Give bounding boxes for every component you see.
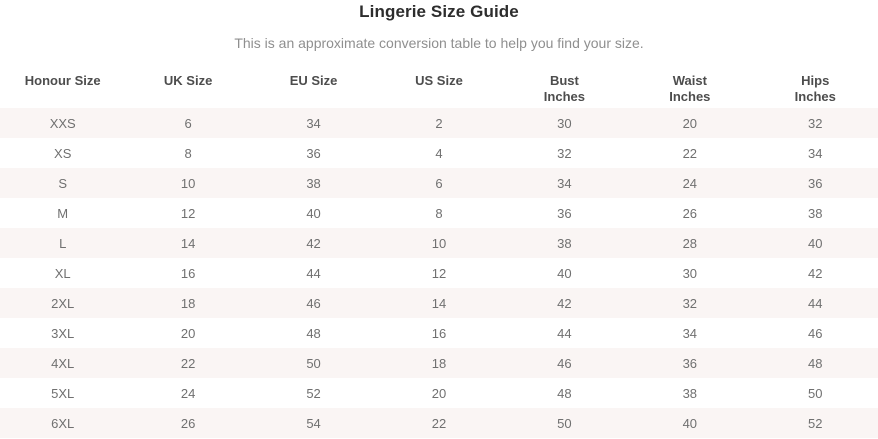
page-title: Lingerie Size Guide bbox=[359, 2, 519, 21]
table-cell: 34 bbox=[808, 145, 823, 161]
table-row-4xl bbox=[0, 348, 878, 378]
table-cell: 44 bbox=[306, 265, 321, 281]
column-header-eu-size bbox=[251, 73, 376, 108]
table-cell: 38 bbox=[306, 175, 321, 191]
table-row-xl bbox=[0, 258, 878, 288]
table-cell: 40 bbox=[306, 205, 321, 221]
table-cell: 36 bbox=[808, 175, 823, 191]
table-cell: 14 bbox=[180, 235, 196, 251]
column-header-label: US Size bbox=[415, 73, 463, 88]
column-header-waist bbox=[627, 73, 752, 108]
table-cell: 40 bbox=[557, 265, 572, 281]
table-cell: 38 bbox=[808, 205, 823, 221]
column-header-us-size bbox=[376, 73, 501, 108]
table-row-2xl bbox=[0, 288, 878, 318]
table-cell: 36 bbox=[682, 355, 698, 371]
table-cell: 12 bbox=[431, 265, 447, 281]
table-cell: 40 bbox=[808, 235, 823, 251]
table-cell: 46 bbox=[808, 325, 823, 341]
table-cell: 48 bbox=[306, 325, 321, 341]
table-cell: 54 bbox=[306, 415, 321, 431]
table-cell: 50 bbox=[306, 355, 321, 371]
table-row-6xl bbox=[0, 408, 878, 438]
table-cell: 10 bbox=[431, 235, 447, 251]
table-cell: 16 bbox=[431, 325, 447, 341]
table-cell: 4 bbox=[435, 145, 443, 161]
table-cell: 20 bbox=[180, 325, 196, 341]
table-cell: 22 bbox=[682, 145, 698, 161]
table-cell: 24 bbox=[682, 175, 698, 191]
table-cell: 38 bbox=[557, 235, 572, 251]
table-row-5xl bbox=[0, 378, 878, 408]
column-header-uk-size bbox=[125, 73, 250, 108]
table-cell: 22 bbox=[180, 355, 196, 371]
table-cell: 32 bbox=[557, 145, 572, 161]
table-cell: 6XL bbox=[51, 415, 75, 431]
column-header-bust bbox=[502, 73, 627, 108]
table-cell: 42 bbox=[808, 265, 823, 281]
table-cell: 6 bbox=[184, 115, 192, 131]
table-cell: 24 bbox=[180, 385, 196, 401]
table-cell: 48 bbox=[557, 385, 572, 401]
table-row-m bbox=[0, 198, 878, 228]
table-cell: 34 bbox=[306, 115, 321, 131]
table-cell: 42 bbox=[306, 235, 321, 251]
table-cell: 32 bbox=[808, 115, 823, 131]
table-body bbox=[0, 108, 878, 438]
column-header-hips bbox=[753, 73, 878, 108]
table-cell: S bbox=[58, 175, 68, 191]
table-cell: 16 bbox=[180, 265, 196, 281]
table-row-xxs bbox=[0, 108, 878, 138]
table-cell: 30 bbox=[557, 115, 572, 131]
table-cell: 3XL bbox=[51, 325, 75, 341]
table-header bbox=[0, 73, 878, 108]
table-cell: 34 bbox=[557, 175, 572, 191]
table-cell: 50 bbox=[557, 415, 572, 431]
table-cell: 36 bbox=[306, 145, 321, 161]
table-cell: 8 bbox=[435, 205, 443, 221]
table-cell: 22 bbox=[431, 415, 447, 431]
table-row-l bbox=[0, 228, 878, 258]
table-row-xs bbox=[0, 138, 878, 168]
table-cell: 46 bbox=[306, 295, 321, 311]
table-cell: 6 bbox=[435, 175, 443, 191]
table-cell: 18 bbox=[431, 355, 447, 371]
table-cell: 52 bbox=[808, 415, 823, 431]
table-cell: 2XL bbox=[51, 295, 75, 311]
size-guide-table bbox=[0, 73, 878, 438]
table-cell: 52 bbox=[306, 385, 321, 401]
table-cell: XXS bbox=[49, 115, 76, 131]
column-header-label: Hips bbox=[801, 73, 830, 88]
table-cell: 36 bbox=[557, 205, 572, 221]
table-cell: 46 bbox=[557, 355, 572, 371]
table-cell: 20 bbox=[682, 115, 698, 131]
table-cell: 26 bbox=[180, 415, 196, 431]
table-cell: 18 bbox=[180, 295, 196, 311]
table-cell: 42 bbox=[557, 295, 572, 311]
page-subtitle: This is an approximate conversion table to help you find your size. bbox=[234, 35, 644, 51]
table-row-3xl bbox=[0, 318, 878, 348]
table-cell: 8 bbox=[184, 145, 192, 161]
table-cell: 12 bbox=[180, 205, 196, 221]
table-cell: 4XL bbox=[51, 355, 75, 371]
table-cell: 5XL bbox=[51, 385, 75, 401]
table-header-row bbox=[0, 73, 878, 108]
table-cell: XS bbox=[54, 145, 72, 161]
column-header-label: Bust bbox=[549, 73, 579, 88]
table-cell: L bbox=[59, 235, 67, 251]
column-header-label: Waist bbox=[672, 73, 707, 88]
table-cell: 38 bbox=[682, 385, 698, 401]
table-cell: 50 bbox=[808, 385, 823, 401]
table-cell: XL bbox=[54, 265, 71, 281]
column-header-sublabel: Inches bbox=[794, 89, 836, 104]
table-cell: 28 bbox=[682, 235, 698, 251]
table-cell: 34 bbox=[682, 325, 698, 341]
table-cell: M bbox=[57, 205, 69, 221]
table-cell: 26 bbox=[682, 205, 698, 221]
table-cell: 2 bbox=[435, 115, 443, 131]
table-cell: 20 bbox=[431, 385, 447, 401]
column-header-label: Honour Size bbox=[24, 73, 101, 88]
table-cell: 30 bbox=[682, 265, 698, 281]
table-cell: 40 bbox=[682, 415, 698, 431]
column-header-honour-size bbox=[0, 73, 125, 108]
table-cell: 44 bbox=[808, 295, 823, 311]
table-row-s bbox=[0, 168, 878, 198]
table-cell: 10 bbox=[180, 175, 196, 191]
table-cell: 44 bbox=[557, 325, 572, 341]
table-cell: 48 bbox=[808, 355, 823, 371]
column-header-label: UK Size bbox=[163, 73, 213, 88]
column-header-label: EU Size bbox=[289, 73, 338, 88]
column-header-sublabel: Inches bbox=[543, 89, 585, 104]
table-cell: 32 bbox=[682, 295, 698, 311]
table-cell: 14 bbox=[431, 295, 447, 311]
column-header-sublabel: Inches bbox=[669, 89, 711, 104]
